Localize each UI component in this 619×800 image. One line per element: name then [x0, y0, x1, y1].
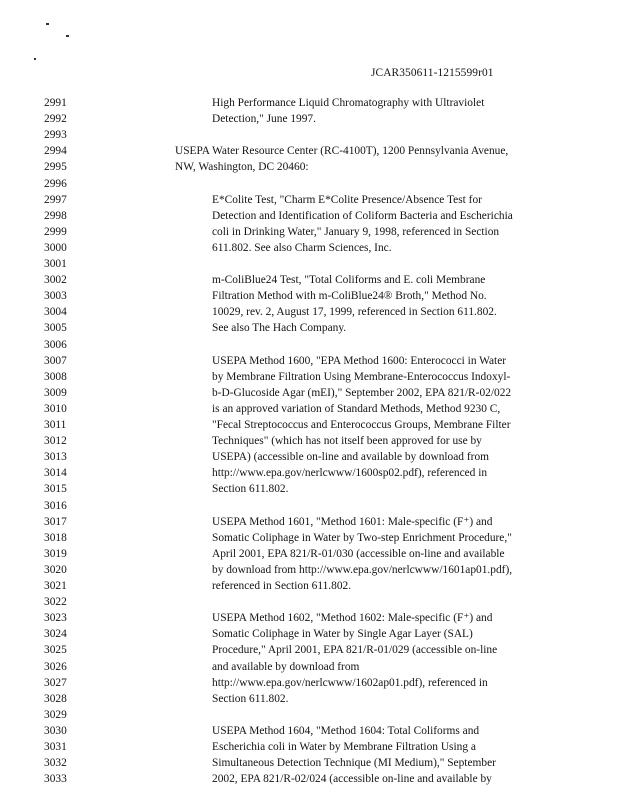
line-number: 3015: [44, 483, 67, 496]
line-text: April 2001, EPA 821/R-01/030 (accessible on-line and available: [212, 547, 505, 560]
line-number: 3019: [44, 547, 67, 560]
line-number: 2997: [44, 193, 67, 206]
line-text: Detection and Identification of Coliform Bacteria and Escherichia: [212, 209, 513, 222]
document-line: [0, 370, 619, 384]
document-line: [0, 418, 619, 432]
line-text: Techniques" (which has not itself been approved for use by: [212, 435, 482, 448]
line-number: 3029: [44, 708, 67, 721]
line-number: 3023: [44, 612, 67, 625]
line-number: 3007: [44, 354, 67, 367]
scan-speck: [66, 35, 69, 37]
line-number: 2993: [44, 129, 67, 142]
line-text: Somatic Coliphage in Water by Single Agar Layer (SAL): [212, 628, 473, 641]
line-number: 3025: [44, 644, 67, 657]
line-text: High Performance Liquid Chromatography with Ultraviolet: [212, 97, 485, 109]
line-number: 2994: [44, 145, 67, 158]
document-line: [0, 305, 619, 319]
document-line: [0, 611, 619, 625]
line-number: 3031: [44, 741, 67, 753]
line-number: 3006: [44, 338, 67, 351]
document-line: [0, 177, 619, 191]
line-number: 3004: [44, 306, 67, 319]
line-number: 3018: [44, 531, 67, 544]
line-number: 3003: [44, 290, 67, 303]
document-line: [0, 499, 619, 513]
line-text: referenced in Section 611.802.: [212, 580, 352, 592]
line-number: 2998: [44, 209, 67, 222]
line-text: Section 611.802.: [212, 483, 289, 496]
document-line: [0, 579, 619, 593]
line-number: 3011: [44, 419, 67, 431]
line-number: 3014: [44, 467, 67, 480]
document-line: [0, 772, 619, 786]
line-number: 3032: [44, 757, 67, 770]
line-text: Simultaneous Detection Technique (MI Medium)," September: [212, 757, 496, 770]
line-text: NW, Washington, DC 20460:: [175, 161, 309, 174]
line-text: Escherichia coli in Water by Membrane Filtration Using a: [212, 741, 476, 753]
line-number: 3013: [44, 451, 67, 464]
line-number: 3020: [44, 563, 67, 576]
line-number: 3000: [44, 241, 67, 254]
line-number: 3008: [44, 370, 67, 383]
document-line: [0, 225, 619, 239]
line-text: http://www.epa.gov/nerlcwww/1602ap01.pdf), referenced in: [212, 676, 488, 689]
line-text: USEPA Method 1602, "Method 1602: Male-specific (F⁺) and: [212, 612, 493, 625]
document-line: [0, 676, 619, 690]
document-line: [0, 450, 619, 464]
document-line: [0, 193, 619, 207]
line-text: Filtration Method with m-ColiBlue24® Broth," Method No.: [212, 290, 487, 303]
document-line: [0, 128, 619, 142]
line-text: Procedure," April 2001, EPA 821/R-01/029 (accessible on-line: [212, 644, 498, 657]
document-line: [0, 531, 619, 545]
line-text: and available by download from: [212, 660, 360, 673]
line-number: 3009: [44, 386, 67, 399]
document-line: [0, 708, 619, 722]
line-number: 3027: [44, 676, 67, 689]
line-number: 3017: [44, 515, 67, 528]
document-line: [0, 756, 619, 770]
line-number: 3010: [44, 402, 67, 415]
line-text: E*Colite Test, "Charm E*Colite Presence/Absence Test for: [212, 193, 482, 206]
line-text: by Membrane Filtration Using Membrane-Enterococcus Indoxyl-: [212, 370, 511, 383]
line-number: 2996: [44, 177, 67, 190]
document-line: [0, 692, 619, 706]
line-text: 611.802. See also Charm Sciences, Inc.: [212, 241, 392, 254]
line-text: USEPA Method 1600, "EPA Method 1600: Enterococci in Water: [212, 354, 507, 367]
line-number: 3012: [44, 435, 67, 448]
line-number: 3030: [44, 724, 67, 737]
line-text: USEPA Method 1601, "Method 1601: Male-specific (F⁺) and: [212, 515, 493, 528]
document-line: [0, 482, 619, 496]
line-number: 2992: [44, 113, 67, 126]
line-text: b-D-Glucoside Agar (mEI)," September 2002, EPA 821/R-02/022: [212, 386, 512, 399]
document-line: [0, 563, 619, 577]
line-number: 3005: [44, 322, 67, 335]
document-line: [0, 627, 619, 641]
document-line: [0, 144, 619, 158]
line-text: 10029, rev. 2, August 17, 1999, referenced in Section 611.802.: [212, 306, 497, 319]
document-id: JCAR350611-1215599r01: [371, 67, 494, 79]
line-text: "Fecal Streptococcus and Enterococcus Groups, Membrane Filter: [212, 419, 511, 431]
document-line: [0, 321, 619, 335]
document-line: [0, 338, 619, 352]
scan-speck: [46, 23, 49, 25]
line-number: 3026: [44, 660, 67, 673]
document-line: [0, 402, 619, 416]
line-text: USEPA Water Resource Center (RC-4100T), 1200 Pennsylvania Avenue,: [175, 145, 509, 158]
document-line: [0, 257, 619, 271]
document-line: [0, 354, 619, 368]
line-text: Somatic Coliphage in Water by Two-step Enrichment Procedure,": [212, 531, 512, 544]
document-line: [0, 740, 619, 754]
scan-speck: [34, 58, 36, 60]
line-text: USEPA Method 1604, "Method 1604: Total Coliforms and: [212, 724, 480, 737]
line-number: 3016: [44, 499, 67, 512]
document-line: [0, 160, 619, 174]
document-line: [0, 241, 619, 255]
line-number: 3002: [44, 274, 67, 287]
document-line: [0, 434, 619, 448]
document-line: [0, 386, 619, 400]
document-line: [0, 96, 619, 110]
document-line: [0, 209, 619, 223]
document-line: [0, 724, 619, 738]
document-line: [0, 595, 619, 609]
document-line: [0, 112, 619, 126]
line-text: is an approved variation of Standard Methods, Method 9230 C,: [212, 402, 501, 415]
line-text: by download from http://www.epa.gov/nerlcwww/1601ap01.pdf),: [212, 563, 513, 576]
document-line: [0, 660, 619, 674]
document-line: [0, 515, 619, 529]
document-line: [0, 466, 619, 480]
line-number: 3022: [44, 596, 67, 609]
line-number: 3024: [44, 628, 67, 641]
line-number: 2991: [44, 97, 67, 109]
line-text: Detection," June 1997.: [212, 113, 316, 126]
document-line: [0, 547, 619, 561]
line-text: http://www.epa.gov/nerlcwww/1600sp02.pdf), referenced in: [212, 467, 488, 480]
line-number: 2999: [44, 225, 67, 238]
document-line: [0, 643, 619, 657]
line-number: 2995: [44, 161, 67, 174]
document-line: [0, 273, 619, 287]
line-text: 2002, EPA 821/R-02/024 (accessible on-line and available by: [212, 773, 492, 786]
line-text: coli in Drinking Water," January 9, 1998, referenced in Section: [212, 225, 500, 238]
line-text: See also The Hach Company.: [212, 322, 347, 335]
line-text: USEPA) (accessible on-line and available by download from: [212, 451, 489, 464]
document-line: [0, 289, 619, 303]
line-number: 3033: [44, 773, 67, 786]
line-number: 3001: [44, 258, 67, 270]
line-text: Section 611.802.: [212, 692, 289, 705]
line-text: m-ColiBlue24 Test, "Total Coliforms and E. coli Membrane: [212, 274, 486, 287]
line-number: 3028: [44, 692, 67, 705]
line-number: 3021: [44, 580, 67, 592]
